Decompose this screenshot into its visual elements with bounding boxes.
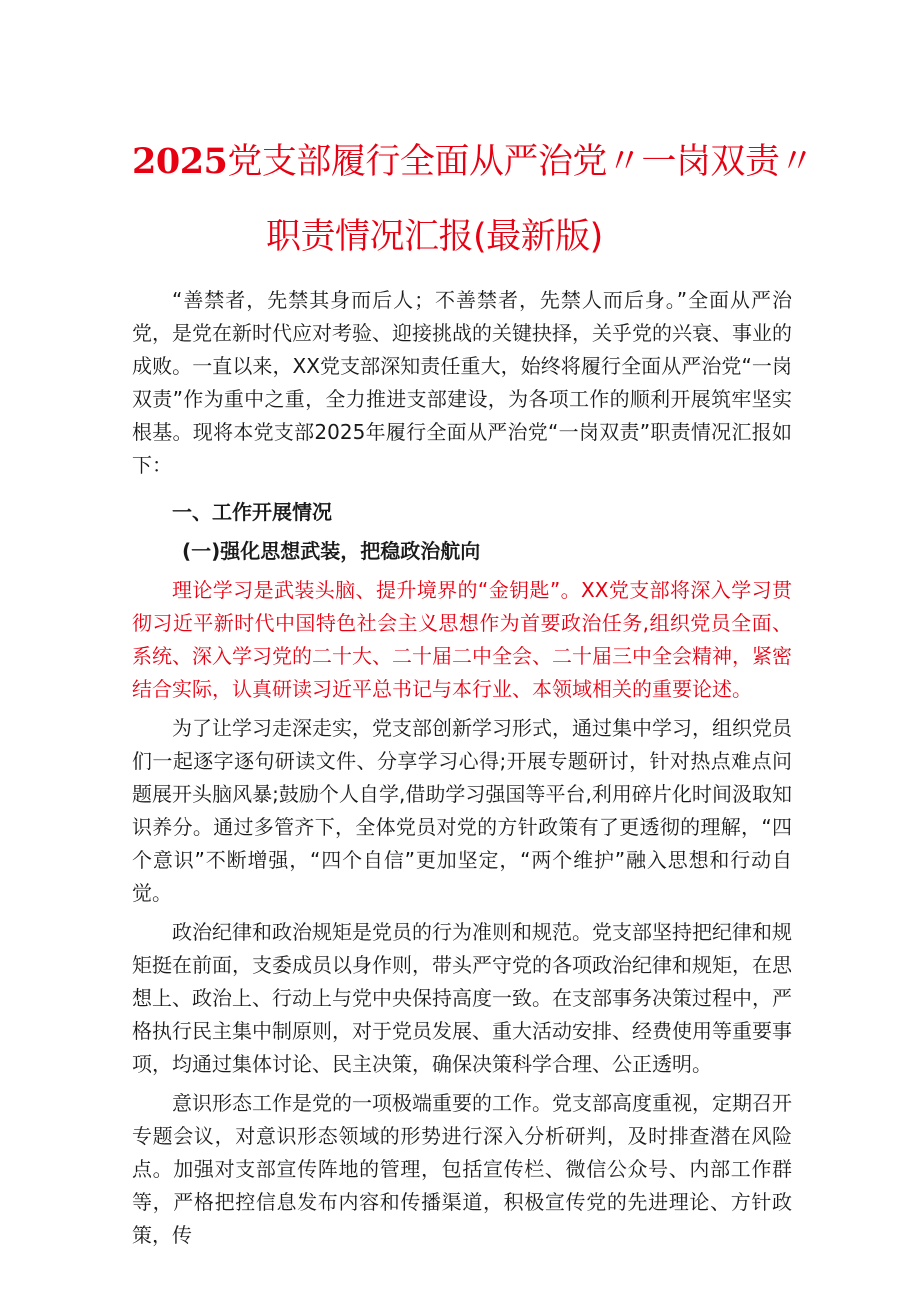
title-year: 2025 (132, 141, 228, 182)
subsection-heading-1: (一)强化思想武装，把稳政治航向 (182, 539, 481, 563)
document-title-line-1 (132, 140, 814, 184)
paragraph-theory-study: 理论学习是武装头脑、提升境界的“金钥匙”。XX党支部将深入学习贯彻习近平新时代中国特色社会主义思想作为首要政治任务,组织党员全面、系统、深入学习党的二十大、二十届二中全会、二十届三中全会精神，紧密结合实际，认真研读习近平总书记与本行业、本领域相关的重要论述。 (132, 578, 792, 701)
paragraph-ideology-work: 意识形态工作是党的一项极端重要的工作。党支部高度重视，定期召开专题会议，对意识形态领域的形势进行深入分析研判，及时排查潜在风险点。加强对支部宣传阵地的管理，包括宣传栏、微信公众号、内部工作群等，严格把控信息发布内容和传播渠道，积极宣传党的先进理论、方针政策，传 (132, 1091, 792, 1247)
paragraph-political-discipline: 政治纪律和政治规矩是党员的行为准则和规范。党支部坚持把纪律和规矩挺在前面，支委成员以身作则，带头严守党的各项政治纪律和规矩，在思想上、政治上、行动上与党中央保持高度一致。在支部事务决策过程中，严格执行民主集中制原则，对于党员发展、重大活动安排、经费使用等重要事项，均通过集体讨论、民主决策，确保决策科学合理、公正透明。 (132, 920, 792, 1076)
document-title-line-2: 职责情况汇报(最新版) (266, 217, 603, 257)
paragraph-study-forms: 为了让学习走深走实，党支部创新学习形式，通过集中学习，组织党员们一起逐字逐句研读文件、分享学习心得;开展专题研讨，针对热点难点问题展开头脑风暴;鼓励个人自学,借助学习强国等平台,利用碎片化时间汲取知识养分。通过多管齐下，全体党员对党的方针政策有了更透彻的理解，“四个意识”不断增强，“四个自信”更加坚定，“两个维护”融入思想和行动自觉。 (132, 716, 792, 905)
intro-paragraph: “善禁者，先禁其身而后人；不善禁者，先禁人而后身。”全面从严治党，是党在新时代应对考验、迎接挑战的关键抉择，关乎党的兴衰、事业的成败。一直以来，XX党支部深知责任重大，始终将履行全面从严治党“一岗双责”作为重中之重，全力推进支部建设，为各项工作的顺利开展筑牢坚实根基。现将本党支部2025年履行全面从严治党“一岗双责”职责情况汇报如下： (132, 288, 792, 477)
document-body (132, 284, 792, 1252)
section-heading-1: 一、工作开展情况 (172, 500, 332, 524)
title-text-1: 党支部履行全面从严治党〃一岗双责〃 (227, 142, 814, 182)
